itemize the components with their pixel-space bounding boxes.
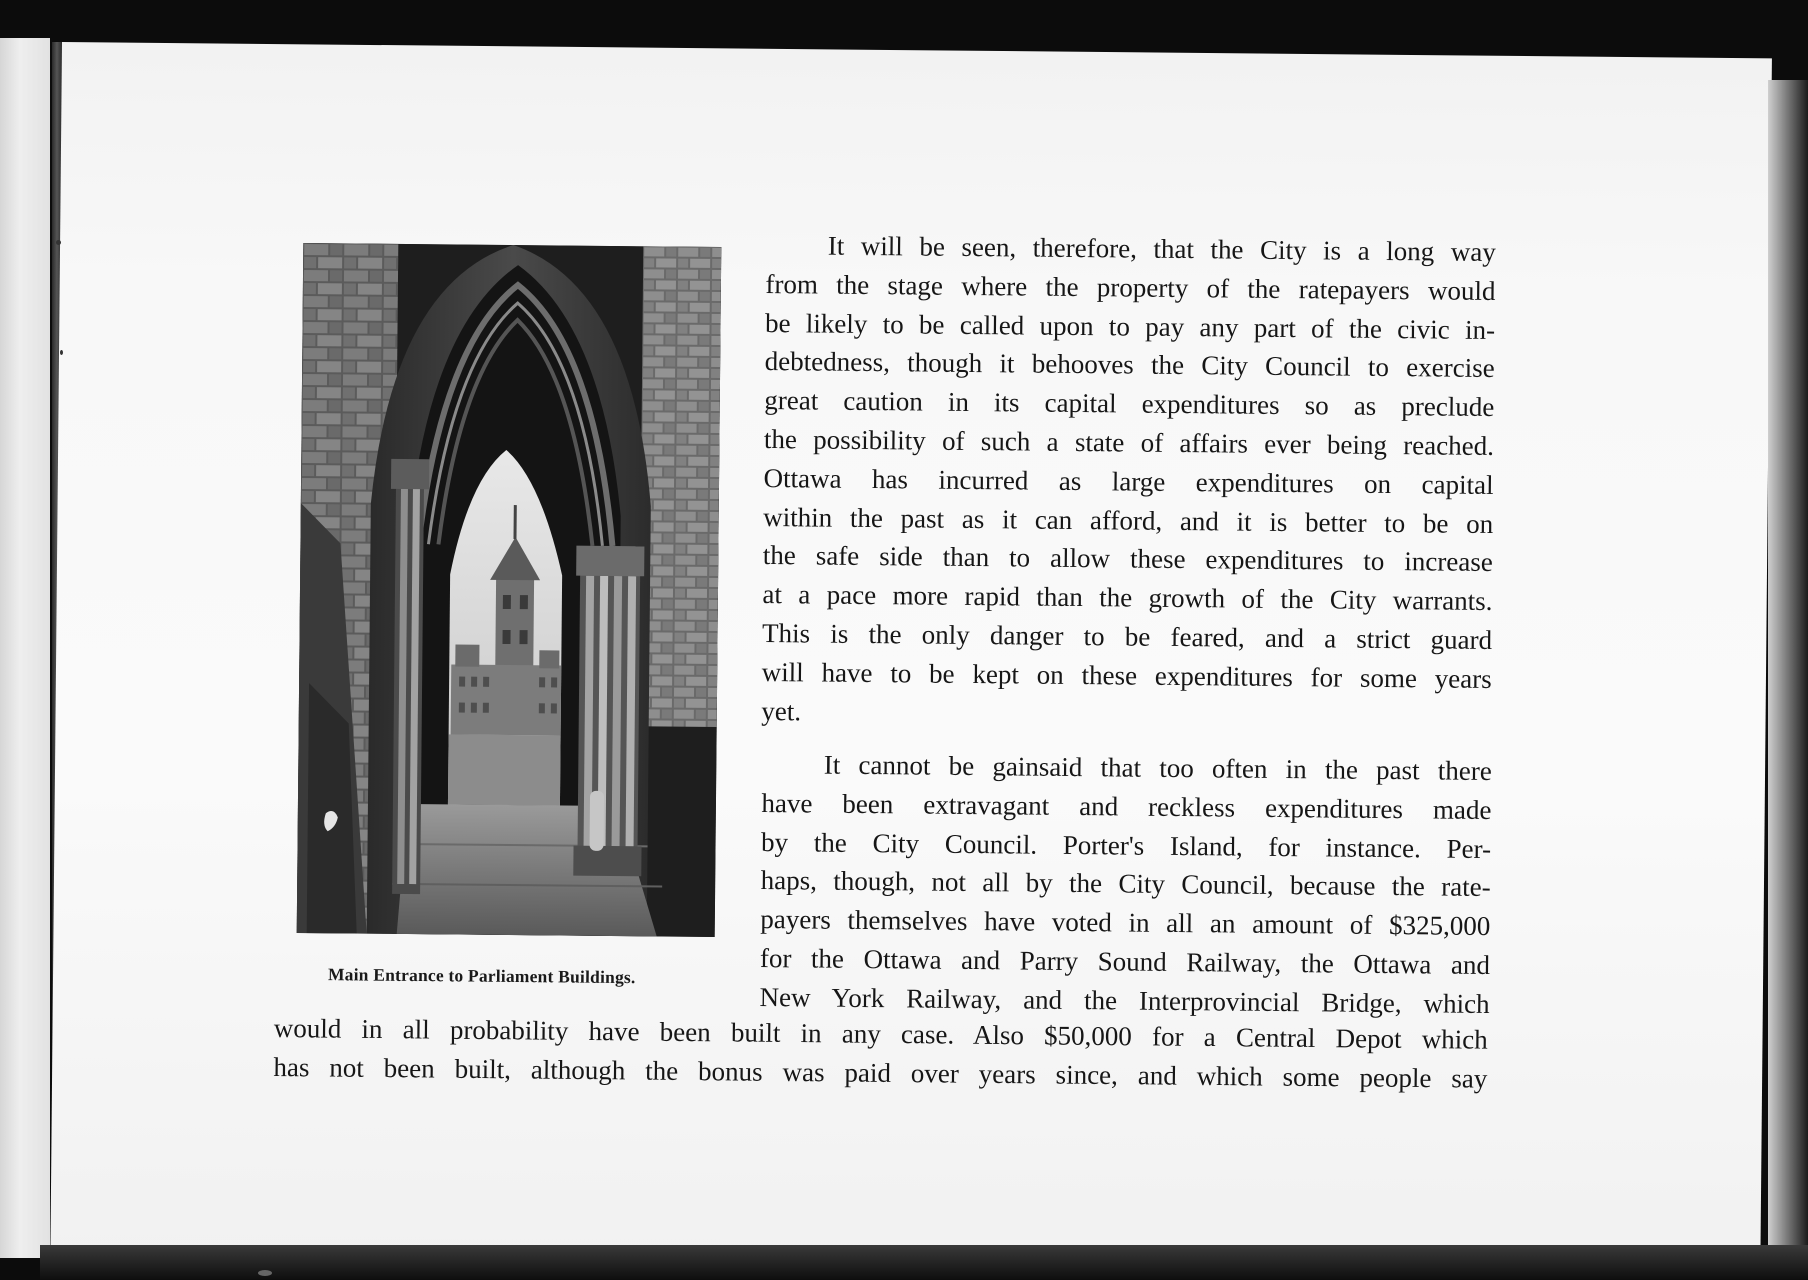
text-line: It cannot be gainsaid that too often in the past there [823,749,1492,787]
text-line: have been extravagant and reckless expenditures made [761,787,1492,825]
text-line: yet. [761,695,802,726]
speck [56,240,61,245]
figure-caption: Main Entrance to Parliament Buildings. [327,964,636,988]
text-line: This is the only danger to be feared, and a strict guard [761,617,1493,655]
text-line: has not been built, although the bonus was paid over years since, and which some people say [273,1051,1488,1094]
text-line: be likely to be called upon to pay any part of the civic in- [764,307,1496,345]
text-line: for the Ottawa and Parry Sound Railway, the Ottawa and [759,942,1491,980]
text-line: debtedness, though it behooves the City Council to exercise [764,346,1495,384]
page-bottom-shadow [40,1245,1808,1280]
text-line: the safe side than to allow these expenditures to increase [762,540,1493,578]
text-line: great caution in its capital expenditures so as preclude [764,385,1495,423]
text-line: from the stage where the property of the ratepayers would [765,268,1496,306]
page-right-edge [1768,80,1808,1260]
parliament-entrance-photo [297,243,722,937]
text-line: will have to be kept on these expenditures for some years [761,656,1492,694]
speck [60,350,63,355]
speck [258,1270,272,1276]
text-line: Ottawa has incurred as large expenditures on capital [763,462,1494,500]
text-line: haps, though, not all by the City Council, because the rate- [760,865,1491,903]
paragraph-2-continued [273,1009,1488,1098]
paragraph-2 [759,745,1492,1024]
text-line: by the City Council. Porter's Island, for instance. Per- [760,826,1492,864]
text-line: payers themselves have voted in all an amount of $325,000 [760,904,1491,942]
text-line: would in all probability have been built in any case. Also $50,000 for a Central Depot which [273,1012,1488,1055]
text-line: at a pace more rapid than the growth of the City warrants. [762,579,1493,617]
text-line: New York Railway, and the Interprovincial Bridge, which [759,981,1490,1019]
text-line: It will be seen, therefore, that the City is a long way [827,230,1496,268]
text-line: within the past as it can afford, and it is better to be on [763,501,1494,539]
facing-page-edge [0,38,50,1258]
paragraph-1 [761,226,1496,737]
text-line: the possibility of such a state of affairs ever being reached. [763,423,1495,461]
